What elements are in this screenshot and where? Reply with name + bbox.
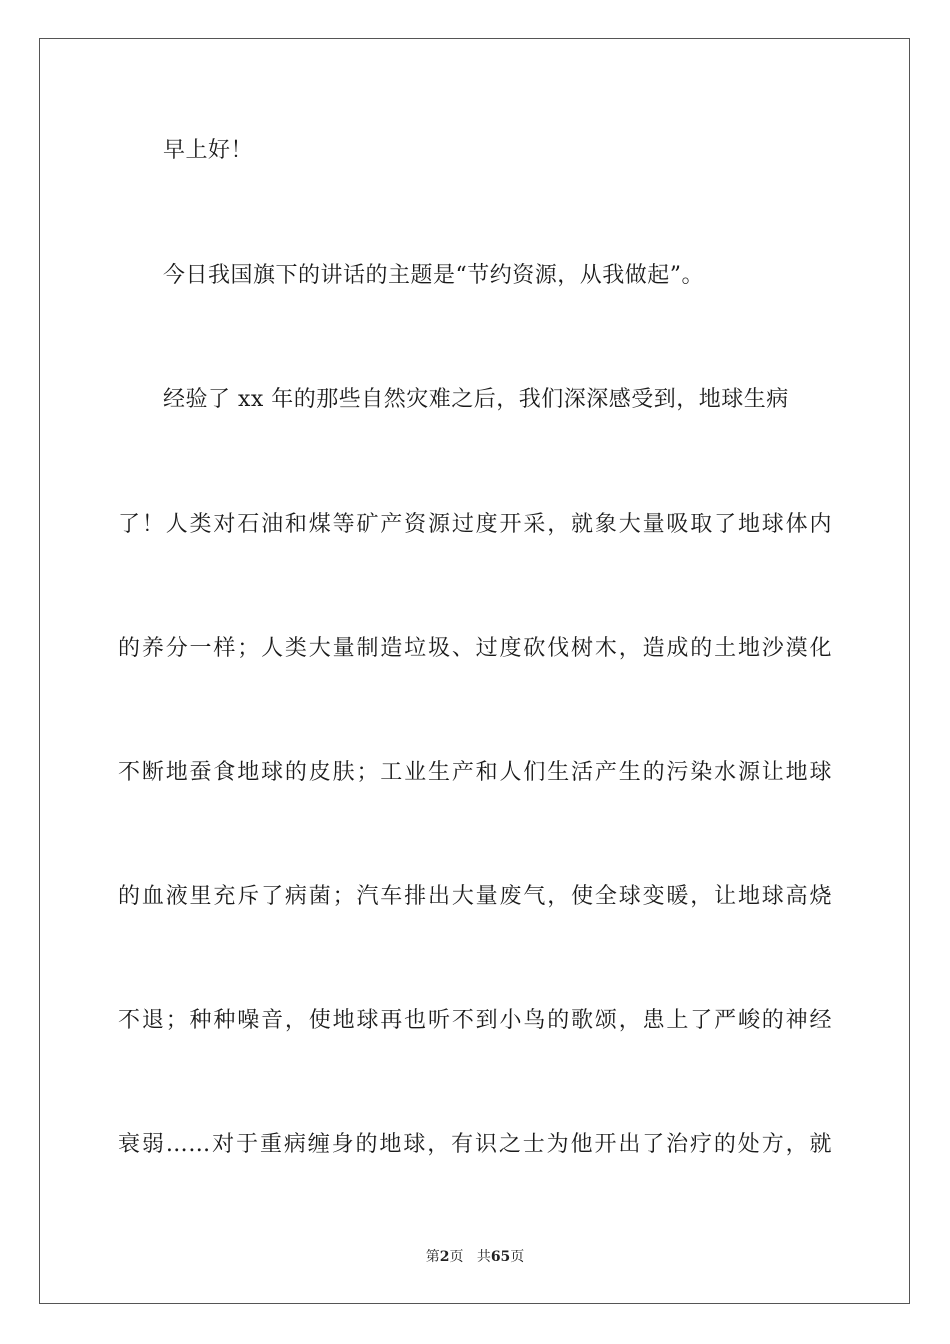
footer-prefix: 第 [425, 1249, 440, 1265]
footer-page-suffix: 页 [449, 1249, 464, 1265]
body-line-7: 衰弱……对于重病缠身的地球，有识之士为他开出了治疗的处方，就 [118, 1132, 832, 1157]
footer-page-number: 2 [439, 1249, 450, 1265]
footer-total-prefix: 共 [476, 1249, 491, 1265]
body-line-4: 不断地蚕食地球的皮肤；工业生产和人们生活产生的污染水源让地球 [118, 760, 832, 785]
body-line-5: 的血液里充斥了病菌；汽车排出大量废气，使全球变暖，让地球高烧 [118, 884, 832, 909]
footer-total-suffix: 页 [510, 1249, 525, 1265]
body-line-1: 经验了 xx 年的那些自然灾难之后，我们深深感受到，地球生病 [163, 387, 789, 412]
body-line-3: 的养分一样；人类大量制造垃圾、过度砍伐树木，造成的土地沙漠化 [118, 636, 832, 661]
page-border [39, 38, 910, 1304]
body-line-6: 不退；种种噪音，使地球再也听不到小鸟的歌颂，患上了严峻的神经 [118, 1008, 832, 1033]
body-line-2: 了！人类对石油和煤等矿产资源过度开采，就象大量吸取了地球体内 [118, 512, 832, 537]
footer-total-pages: 65 [490, 1249, 511, 1265]
greeting-paragraph: 早上好！ [163, 138, 254, 163]
page-footer [0, 1248, 950, 1266]
topic-paragraph: 今日我国旗下的讲话的主题是“节约资源，从我做起”。 [163, 263, 704, 288]
